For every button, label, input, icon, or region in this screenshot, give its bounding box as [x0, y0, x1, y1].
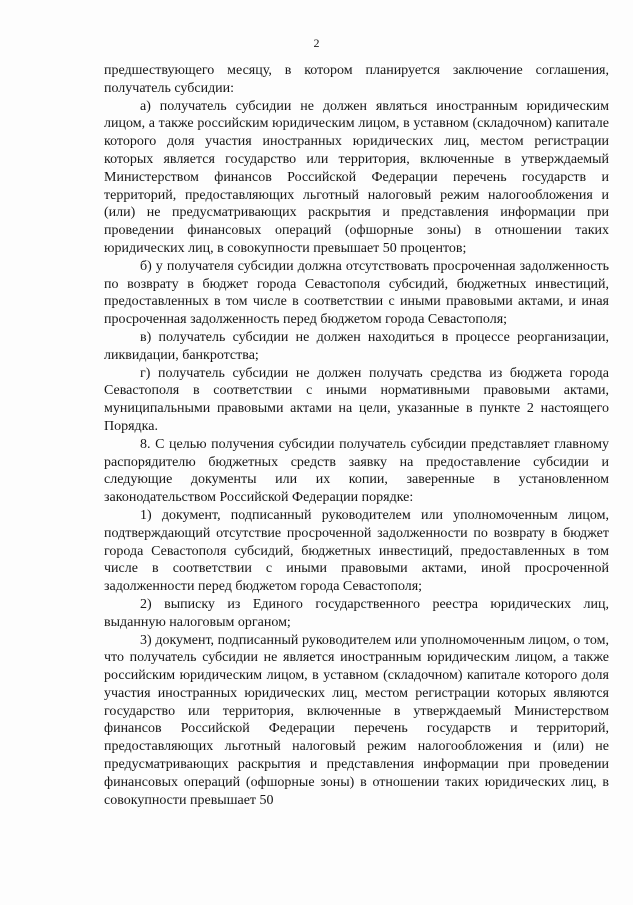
paragraph-condition-a: а) получатель субсидии не должен являться иностранным юридическим лицом, а также российским юридическим лицом, в уставном (складочном) капитале которого доля участия иностранных юридических лиц, местом регистрации которых является государство или территория, включенные в утверждаемый Министерством финансов Российской Федерации перечень государств и территорий, предоставляющих льготный налоговый режим налогообложения и (или) не предусматривающих раскрытия и представления информации при проведении финансовых операций (офшорные зоны) в отношении таких юридических лиц, в совокупности превышает 50 процентов;	[104, 98, 609, 256]
paragraph-condition-b: б) у получателя субсидии должна отсутствовать просроченная задолженность по возврату в бюджет города Севастополя субсидий, бюджетных инвестиций, предоставленных в том числе в соответствии с иными правовыми актами, и иная просроченная задолженность перед бюджетом города Севастополя;	[104, 258, 609, 328]
paragraph-clause-8: 8. С целью получения субсидии получатель субсидии представляет главному распорядителю бюджетных средств заявку на предоставление субсидии и следующие документы или их копии, заверенные в установленном законодательством Российской Федерации порядке:	[104, 436, 609, 506]
paragraph-condition-g: г) получатель субсидии не должен получать средства из бюджета города Севастополя в соответствии с иными нормативными правовыми актами, муниципальными правовыми актами на цели, указанные в пункте 2 настоящего Порядка.	[104, 365, 609, 434]
page-number: 2	[313, 36, 320, 50]
paragraph-document-2: 2) выписку из Единого государственного реестра юридических лиц, выданную налоговым органом;	[104, 596, 609, 630]
paragraph-document-1: 1) документ, подписанный руководителем или уполномоченным лицом, подтверждающий отсутствие просроченной задолженности по возврату в бюджет города Севастополя субсидий, бюджетных инвестиций, предоставленных в том числе в соответствии с иными правовыми актами, иной просроченной задолженности перед бюджетом города Севастополя;	[104, 507, 609, 595]
paragraph-document-3: 3) документ, подписанный руководителем или уполномоченным лицом, о том, что получатель субсидии не является иностранным юридическим лицом, а также российским юридическим лицом, в уставном (складочном) капитале которого доля участия иностранных юридических лиц, местом регистрации которых являются государство или территория, включенные в утверждаемый Министерством финансов Российской Федерации перечень государств и территорий, предоставляющих льготный налоговый режим налогообложения и (или) не предусматривающих раскрытия и представления информации при проведении финансовых операций (офшорные зоны) в отношении таких юридических лиц, в совокупности превышает 50	[104, 632, 609, 808]
paragraph-condition-v: в) получатель субсидии не должен находиться в процессе реорганизации, ликвидации, банкротства;	[104, 329, 609, 363]
paragraph-intro-continuation: предшествующего месяцу, в котором планируется заключение соглашения, получатель субсидии:	[104, 63, 609, 96]
document-body	[104, 62, 609, 809]
